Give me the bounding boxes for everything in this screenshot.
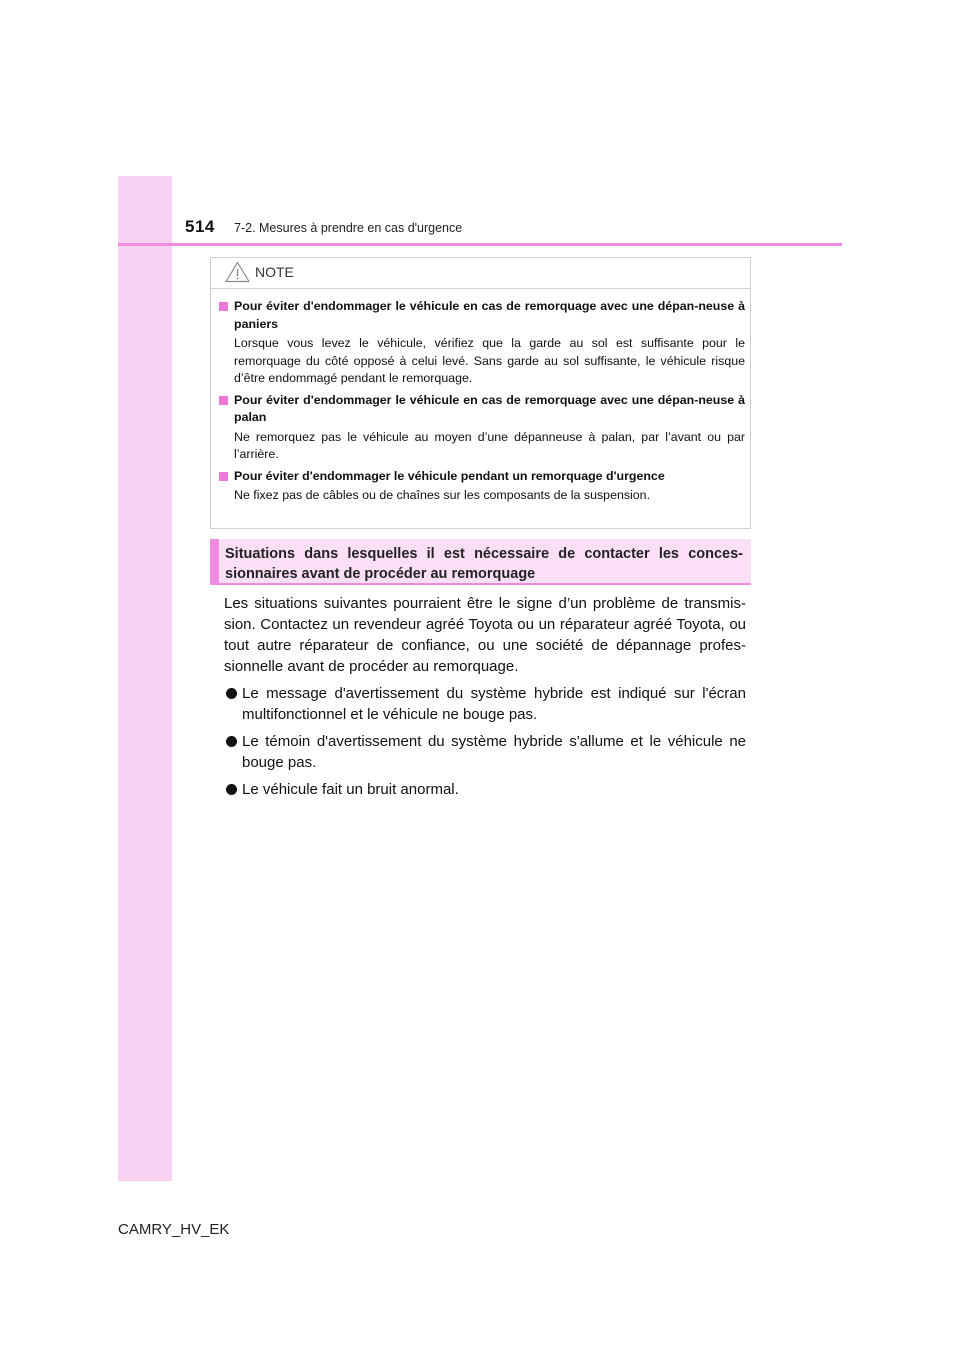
bullet-dot-icon <box>226 736 237 747</box>
note-label: NOTE <box>255 264 294 280</box>
list-item <box>224 779 746 800</box>
header-rule <box>118 243 842 246</box>
square-bullet-icon <box>219 302 228 311</box>
square-bullet-icon <box>219 472 228 481</box>
list-item-text: Le véhicule fait un bruit anormal. <box>242 781 459 798</box>
list-item-text: Le témoin d'avertissement du système hybride s'allume et le véhicule ne bouge pas. <box>242 733 746 771</box>
note-item-heading: Pour éviter d'endommager le véhicule en cas de remorquage avec une dépan-neuse à palan <box>234 392 745 424</box>
bullet-dot-icon <box>226 784 237 795</box>
note-item-heading: Pour éviter d'endommager le véhicule en cas de remorquage avec une dépan-neuse à paniers <box>234 299 745 331</box>
list-item-text: Le message d'avertissement du système hybride est indiqué sur l'écran multifonctionnel et le véhicule ne bouge pas. <box>242 685 746 723</box>
side-band <box>118 176 172 1181</box>
note-item <box>219 392 745 464</box>
main-content <box>224 593 746 800</box>
note-box <box>210 257 751 529</box>
intro-paragraph: Les situations suivantes pourraient être le signe d’un problème de transmis-sion. Contactez un revendeur agréé Toyota ou un réparateur agréé Toyota, ou tout autre réparateur de confiance, ou une société de dépannage profes-sionnelle avant de procéder au remorquage. <box>224 595 746 675</box>
note-item <box>219 298 745 388</box>
note-body <box>219 298 745 509</box>
note-item-text: Ne remorquez pas le véhicule au moyen d’une dépanneuse à palan, par l’avant ou par l’arrière. <box>234 429 745 461</box>
note-item <box>219 468 745 505</box>
note-item-heading: Pour éviter d'endommager le véhicule pendant un remorquage d'urgence <box>234 468 665 483</box>
note-item-text: Ne fixez pas de câbles ou de chaînes sur les composants de la suspension. <box>234 488 651 502</box>
note-header <box>211 258 750 289</box>
footer-model: CAMRY_HV_EK <box>118 1221 230 1238</box>
list-item <box>224 731 746 773</box>
section-heading <box>210 539 751 585</box>
section-title: 7-2. Mesures à prendre en cas d'urgence <box>234 221 463 235</box>
section-heading-text: Situations dans lesquelles il est nécessaire de contacter les conces-sionnaires avant de procéder au remorquage <box>225 546 743 582</box>
square-bullet-icon <box>219 396 228 405</box>
bullet-dot-icon <box>226 688 237 699</box>
page-number: 514 <box>185 217 215 236</box>
list-item <box>224 683 746 725</box>
warning-triangle-icon <box>225 261 250 283</box>
section-heading-bar <box>210 539 219 585</box>
note-item-text: Lorsque vous levez le véhicule, vérifiez que la garde au sol est suffisante pour le remorquage du côté opposé à celui levé. Sans garde au sol suffisante, le véhicule risque d’être endommagé pendant le remorquage. <box>234 336 745 385</box>
